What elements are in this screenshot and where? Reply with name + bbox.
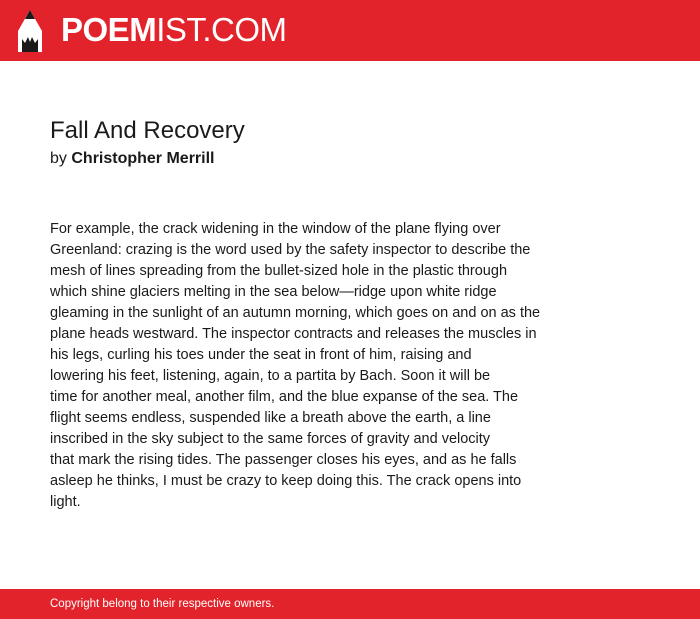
poem-body (50, 219, 610, 513)
poem-line: asleep he thinks, I must be crazy to keep doing this. The crack opens into (50, 473, 522, 489)
pencil-icon[interactable] (17, 9, 43, 53)
copyright-text: Copyright belong to their respective owners. (50, 598, 275, 610)
poem-line: Greenland: crazing is the word used by the safety inspector to describe the (50, 242, 531, 258)
poem-title: Fall And Recovery (50, 117, 245, 144)
poem-line: gleaming in the sunlight of an autumn morning, which goes on and on as the (50, 305, 541, 321)
site-footer (0, 589, 700, 619)
poem-line: his legs, curling his toes under the seat in front of him, raising and (50, 347, 472, 363)
poem-line: lowering his feet, listening, again, to a partita by Bach. Soon it will be (50, 368, 491, 384)
site-header (0, 0, 700, 61)
poem-line: inscribed in the sky subject to the same forces of gravity and velocity (50, 431, 491, 447)
site-logo-text[interactable] (61, 10, 287, 50)
poem-line: time for another meal, another film, and the blue expanse of the sea. The (50, 389, 519, 405)
author-name: Christopher Merrill (71, 150, 215, 167)
byline (50, 149, 215, 169)
poem-line: which shine glaciers melting in the sea below—ridge upon white ridge (50, 284, 497, 300)
brand-light: IST.COM (156, 11, 287, 48)
poem-line: that mark the rising tides. The passenger closes his eyes, and as he falls (50, 452, 517, 468)
poem-line: For example, the crack widening in the window of the plane flying over (50, 221, 501, 237)
poem-line: light. (50, 494, 81, 510)
poem-line: flight seems endless, suspended like a breath above the earth, a line (50, 410, 491, 426)
poem-line: plane heads westward. The inspector contracts and releases the muscles in (50, 326, 537, 342)
poem-line: mesh of lines spreading from the bullet-sized hole in the plastic through (50, 263, 508, 279)
brand-bold: POEM (61, 11, 157, 48)
byline-prefix: by (50, 150, 67, 167)
